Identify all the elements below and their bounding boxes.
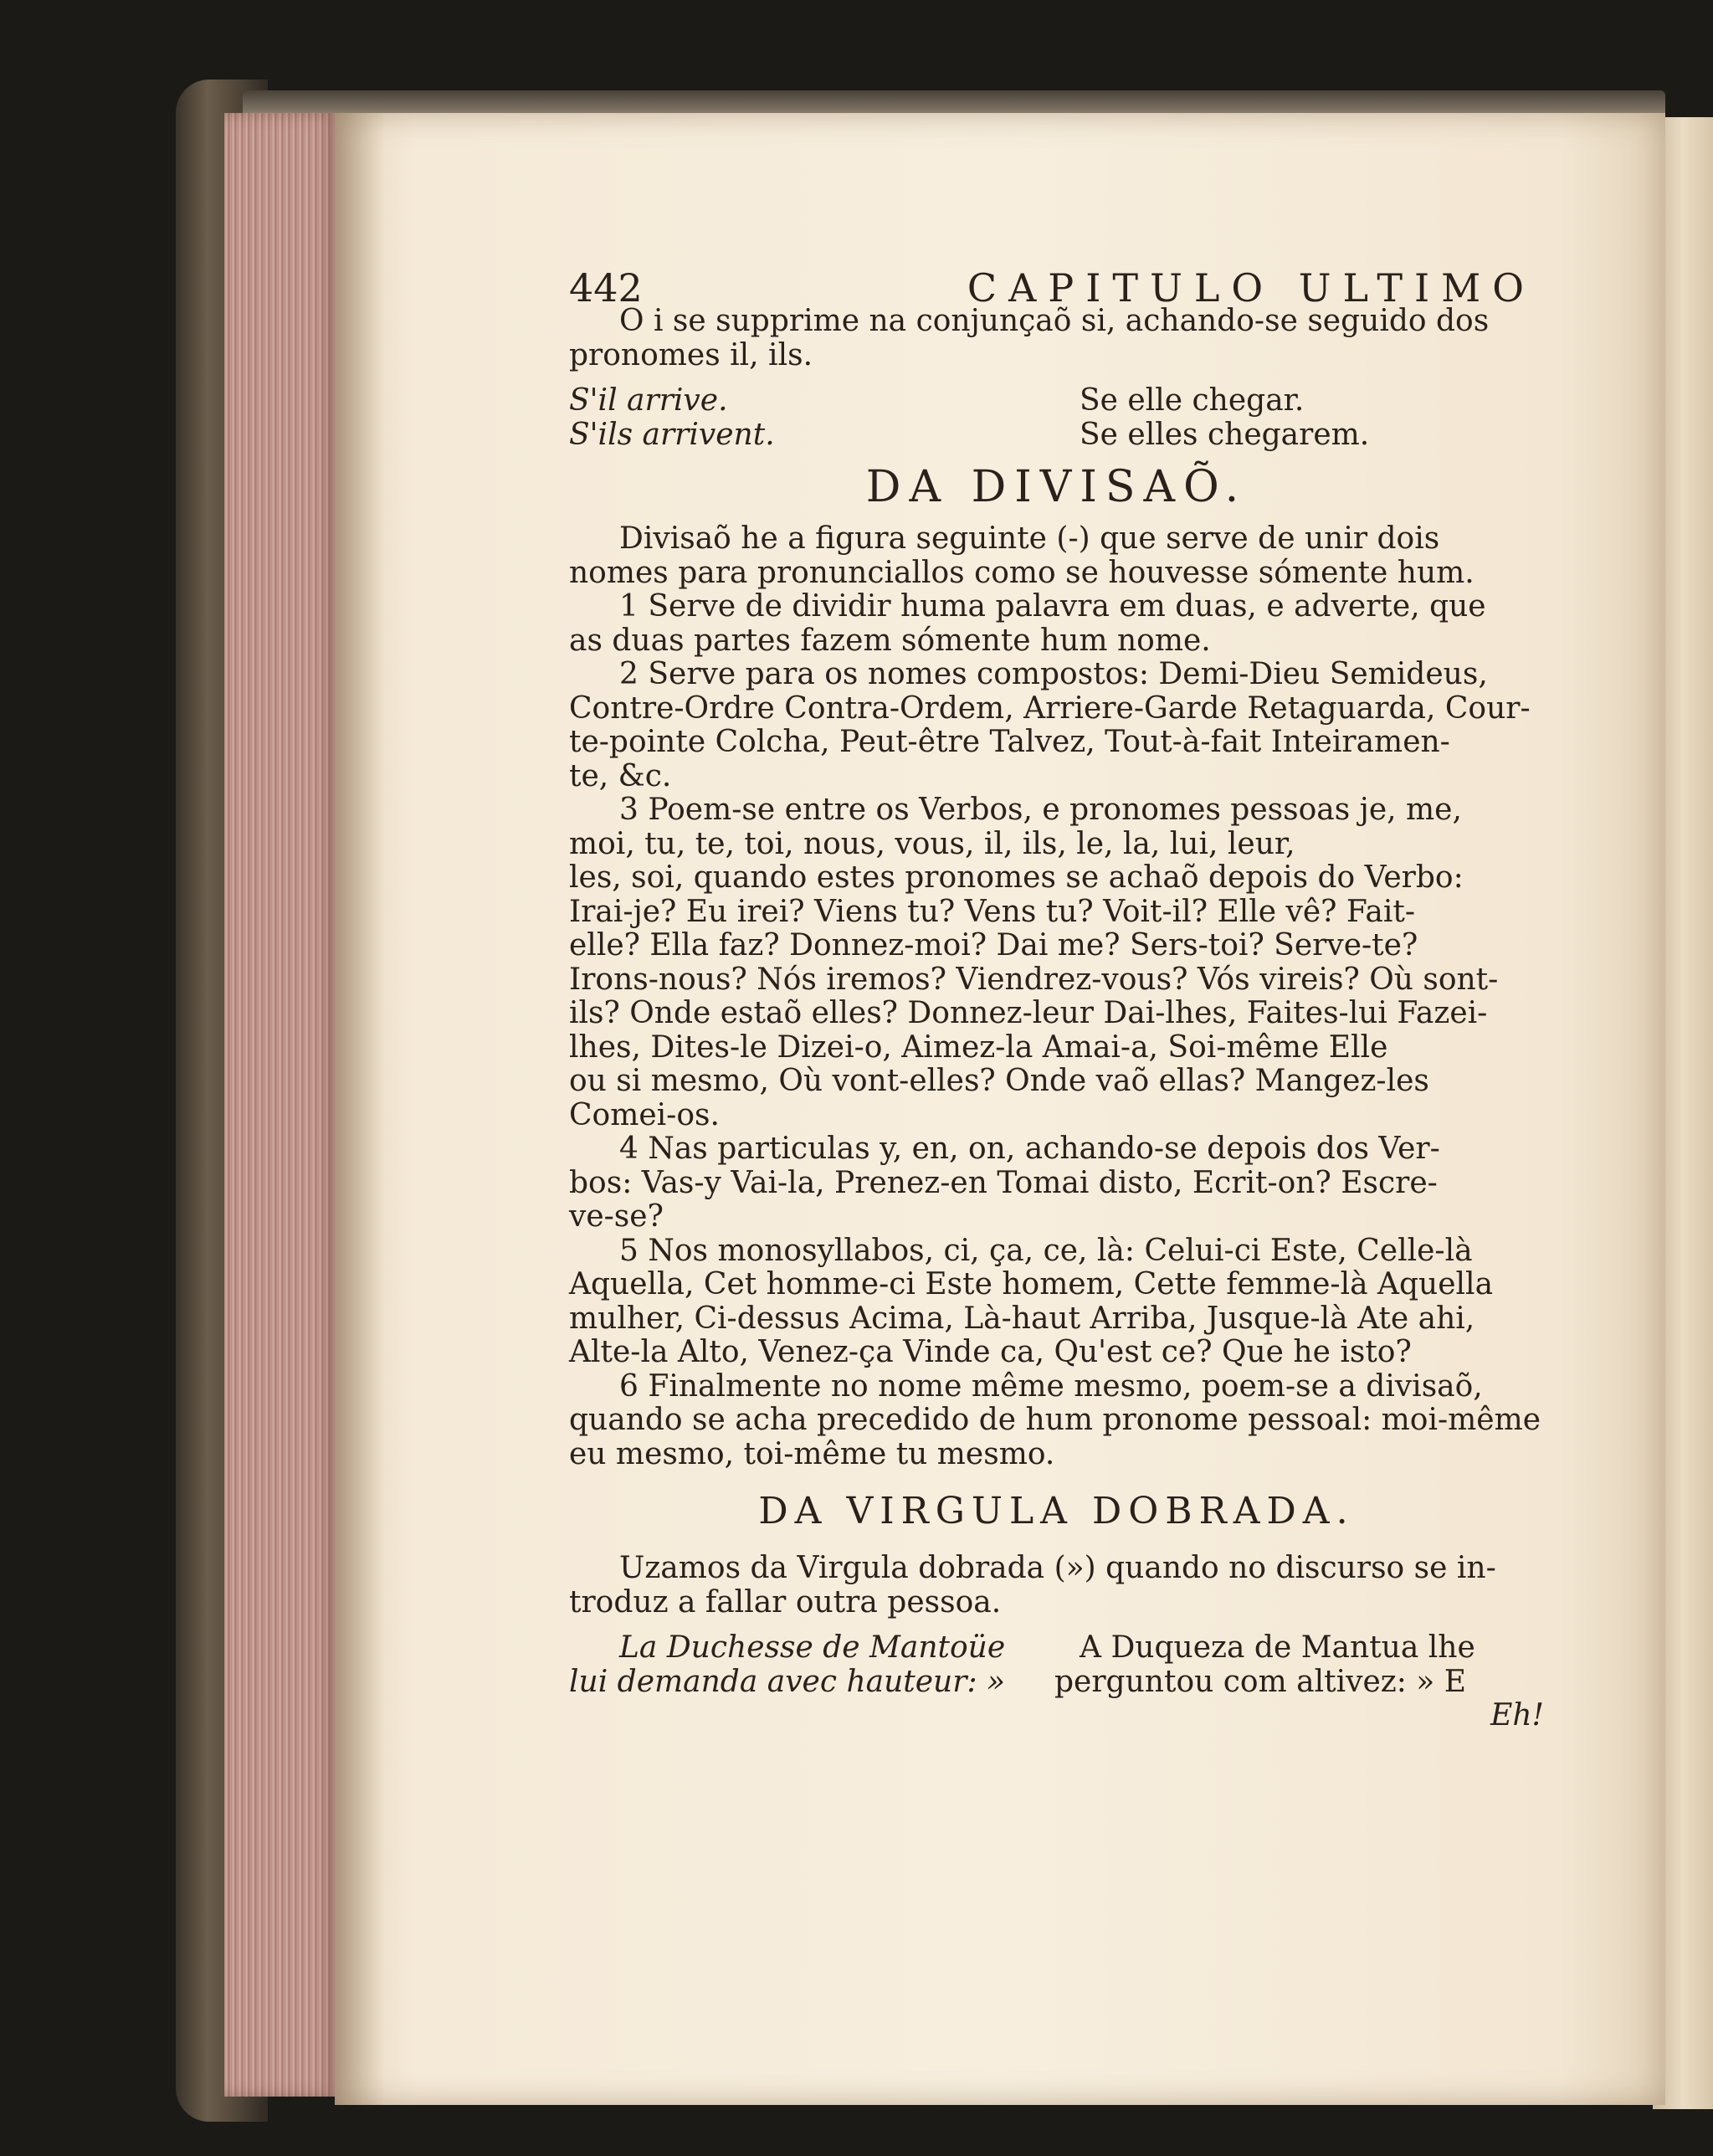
example-row xyxy=(569,418,1544,453)
section-heading-virgula: DA VIRGULA DOBRADA. xyxy=(758,1489,1355,1532)
page-header xyxy=(569,251,1544,311)
text-line: pronomes il, ils. xyxy=(569,337,813,372)
text-line: Alte-la Alto, Venez-ça Vinde ca, Qu'est ce? Que he isto? xyxy=(569,1335,1412,1369)
text-line: te, &c. xyxy=(569,758,672,793)
example-portuguese: Se elle chegar. xyxy=(1080,383,1305,418)
example-french: lui demanda avec hauteur: » xyxy=(569,1664,1006,1699)
text-line: 4 Nas particulas y, en, on, achando-se depois dos Ver- xyxy=(619,1132,1440,1166)
example-row xyxy=(569,1666,1544,1700)
text-line: Irai-je? Eu irei? Viens tu? Vens tu? Voit-il? Elle vê? Fait- xyxy=(569,894,1416,929)
text-line: quando se acha precedido de hum pronome pessoal: moi-même xyxy=(569,1403,1541,1437)
example-portuguese: perguntou com altivez: » E xyxy=(1054,1664,1467,1699)
text-line: 2 Serve para os nomes compostos: Demi-Dieu Semideus, xyxy=(619,657,1488,691)
text-line: les, soi, quando estes pronomes se achaõ depois do Verbo: xyxy=(569,860,1464,895)
text-line: eu mesmo, toi-même tu mesmo. xyxy=(569,1436,1055,1471)
text-line: O i se supprime na conjunçaõ si, achando-se seguido dos xyxy=(619,304,1490,338)
example-portuguese: A Duqueza de Mantua lhe xyxy=(1080,1630,1475,1665)
page-text xyxy=(569,251,1544,1733)
page-edges xyxy=(224,113,337,2097)
text-line: Contre-Ordre Contra-Ordem, Arriere-Garde Retaguarda, Cour- xyxy=(569,690,1531,726)
text-line: 5 Nos monosyllabos, ci, ça, ce, là: Celui-ci Este, Celle-là xyxy=(619,1233,1473,1268)
text-line: moi, tu, te, toi, nous, vous, il, ils, le, la, lui, leur, xyxy=(569,826,1295,861)
text-line: mulher, Ci-dessus Acima, Là-haut Arriba, Jusque-là Ate ahi, xyxy=(569,1301,1475,1336)
text-line: 6 Finalmente no nome même mesmo, poem-se a divisaõ, xyxy=(619,1368,1483,1404)
text-line: troduz a fallar outra pessoa. xyxy=(569,1584,1002,1620)
example-portuguese: Se elles chegarem. xyxy=(1080,417,1370,452)
text-line: as duas partes fazem sómente hum nome. xyxy=(569,623,1211,658)
example-row xyxy=(569,1631,1544,1666)
text-line: lhes, Dites-le Dizei-o, Aimez-la Amai-a, Soi-même Elle xyxy=(569,1029,1388,1065)
text-line: te-pointe Colcha, Peut-être Talvez, Tout-à-fait Inteiramen- xyxy=(569,725,1450,759)
text-line: Irons-nous? Nós iremos? Viendrez-vous? Vós vireis? Où sont- xyxy=(569,962,1499,997)
text-line: 3 Poem-se entre os Verbos, e pronomes pessoas je, me, xyxy=(619,793,1462,827)
page-number: 442 xyxy=(569,264,643,311)
example-french: La Duchesse de Mantoüe xyxy=(619,1630,1006,1665)
running-head: CAPITULO ULTIMO xyxy=(967,264,1536,311)
catchword: Eh! xyxy=(1490,1698,1544,1732)
text-line: bos: Vas-y Vai-la, Prenez-en Tomai disto, Ecrit-on? Escre- xyxy=(569,1165,1438,1200)
text-line: 1 Serve de dividir huma palavra em duas, e adverte, que xyxy=(619,589,1486,624)
text-line: ou si mesmo, Où vont-elles? Onde vaõ ellas? Mangez-les xyxy=(569,1064,1429,1098)
text-line: elle? Ella faz? Donnez-moi? Dai me? Sers-toi? Serve-te? xyxy=(569,928,1418,963)
text-line: Comei-os. xyxy=(569,1097,720,1132)
text-line: Divisaõ he a figura seguinte (-) que serve de unir dois xyxy=(619,521,1440,556)
text-line: Aquella, Cet homme-ci Este homem, Cette femme-là Aquella xyxy=(569,1267,1494,1301)
text-line: nomes para pronunciallos como se houvesse sómente hum. xyxy=(569,555,1475,590)
text-line: Uzamos da Virgula dobrada (») quando no discurso se in- xyxy=(619,1551,1496,1585)
example-row xyxy=(569,384,1544,418)
example-french: S'il arrive. xyxy=(569,383,728,418)
example-french: S'ils arrivent. xyxy=(569,417,775,452)
text-line: ve-se? xyxy=(569,1199,664,1234)
section-heading-divisao: DA DIVISAÕ. xyxy=(865,461,1248,512)
text-line: ils? Onde estaõ elles? Donnez-leur Dai-lhes, Faites-lui Fazei- xyxy=(569,996,1488,1030)
gutter-shadow xyxy=(335,113,385,2105)
